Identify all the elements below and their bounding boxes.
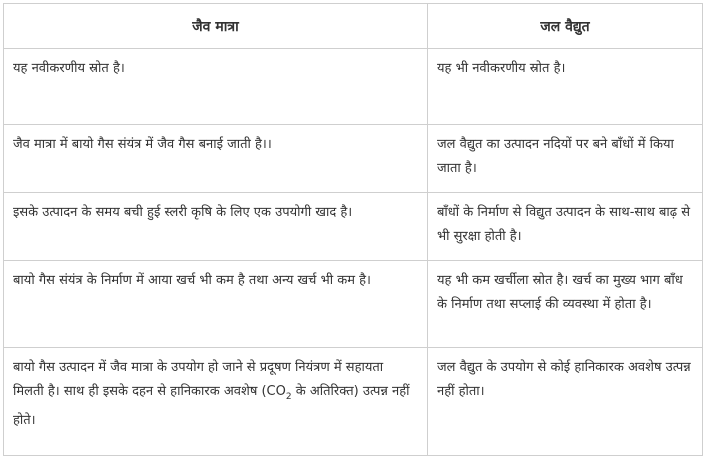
table-header-row: [4, 4, 703, 49]
table-cell: यह नवीकरणीय स्रोत है।: [4, 49, 428, 125]
header-biomass: जैव मात्रा: [4, 4, 428, 49]
table-cell: [4, 348, 428, 456]
table-cell: बायो गैस संयंत्र के निर्माण में आया खर्च भी कम है तथा अन्य खर्च भी कम है।: [4, 261, 428, 348]
table-cell: जल वैद्युत का उत्पादन नदियों पर बने बाँधों में किया जाता है।: [428, 125, 703, 193]
table-cell: जल वैद्युत के उपयोग से कोई हानिकारक अवशेष उत्पन्न नहीं होता।: [428, 348, 703, 456]
table-cell: बाँधों के निर्माण से विद्युत उत्पादन के साथ-साथ बाढ़ से भी सुरक्षा होती है।: [428, 193, 703, 261]
table-row: [4, 193, 703, 261]
table-cell: यह भी नवीकरणीय स्रोत है।: [428, 49, 703, 125]
comparison-table: [3, 3, 703, 456]
table-row: [4, 261, 703, 348]
cell-text: के अतिरिक्त) उत्पन्न नहीं होते।: [13, 384, 410, 428]
table-row: [4, 49, 703, 125]
table-cell: इसके उत्पादन के समय बची हुई स्लरी कृषि के लिए एक उपयोगी खाद है।: [4, 193, 428, 261]
table-row: [4, 125, 703, 193]
table-row: [4, 348, 703, 456]
cell-text: बायो गैस उत्पादन में जैव मात्रा के उपयोग हो जाने से प्रदूषण नियंत्रण में सहायता मिलती है। साथ ही इसके दहन से हानिकारक अवशेष (CO: [13, 360, 384, 399]
co2-subscript: 2: [285, 392, 292, 402]
table-cell: यह भी कम खर्चीला स्रोत है। खर्च का मुख्य भाग बाँध के निर्माण तथा सप्लाई की व्यवस्था में होता है।: [428, 261, 703, 348]
header-hydroelectric: जल वैद्युत: [428, 4, 703, 49]
table-cell: जैव मात्रा में बायो गैस संयंत्र में जैव गैस बनाई जाती है।।: [4, 125, 428, 193]
